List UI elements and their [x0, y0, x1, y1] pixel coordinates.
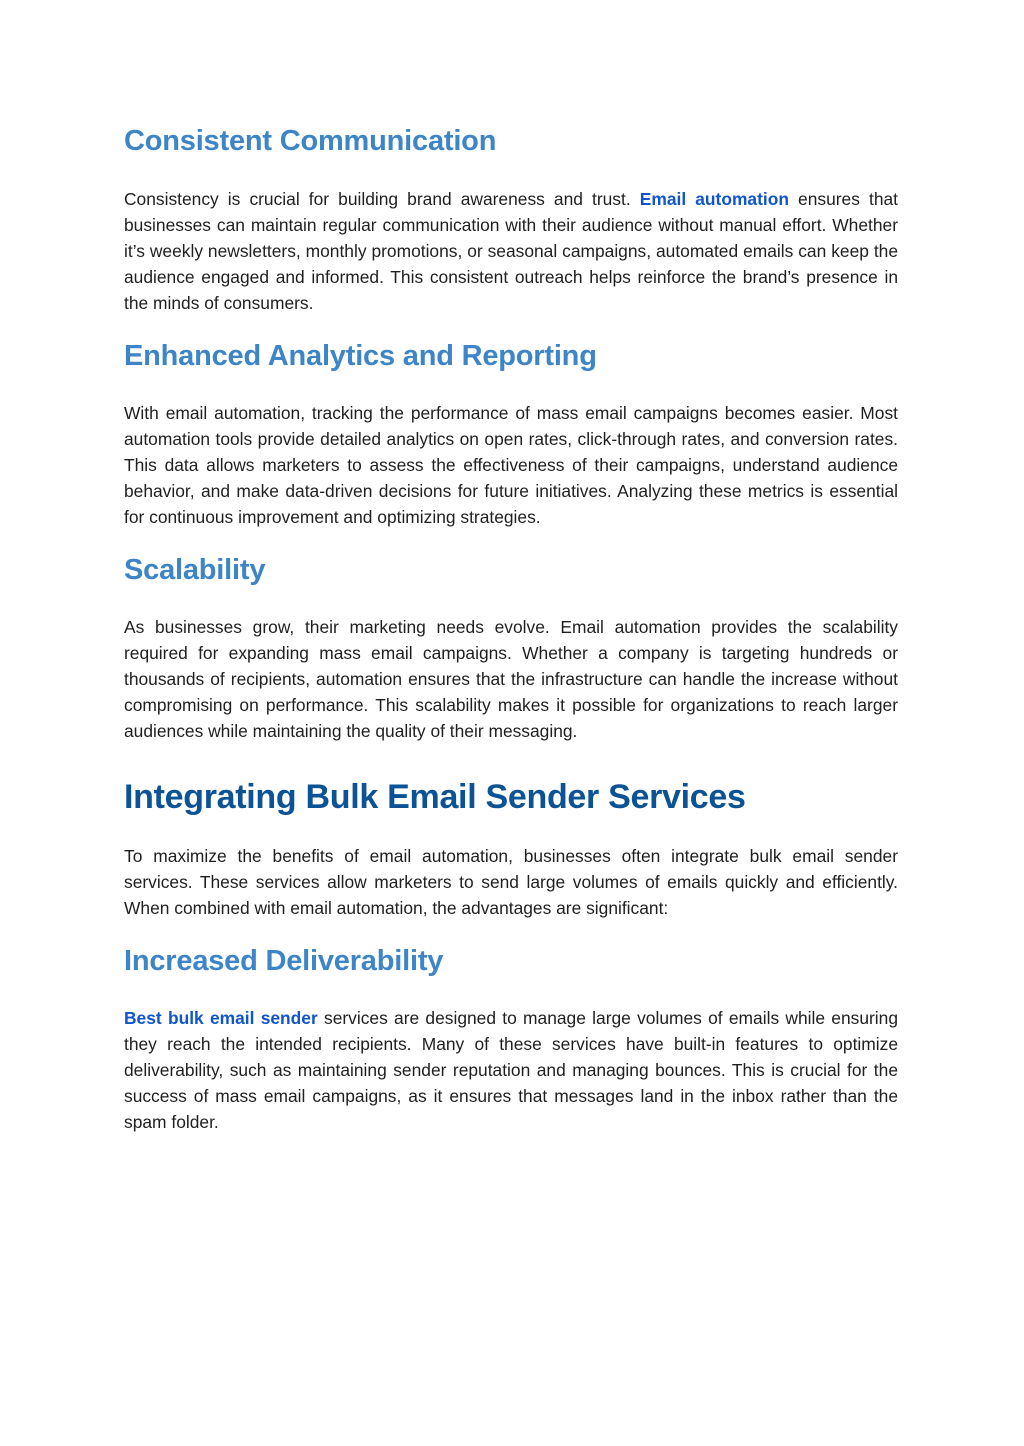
- section-consistent-communication: [124, 123, 898, 159]
- section-consistent-communication-body: [124, 186, 898, 316]
- section-integrating-bulk-email: [124, 776, 898, 818]
- paragraph: [124, 1005, 898, 1135]
- section-integrating-bulk-email-body: [124, 843, 898, 921]
- section-heading: Enhanced Analytics and Reporting: [124, 340, 597, 372]
- section-enhanced-analytics-body: [124, 400, 898, 530]
- paragraph: [124, 186, 898, 316]
- paragraph: As businesses grow, their marketing needs evolve. Email automation provides the scalability required for expanding mass email campaigns. Whether a company is targeting hundreds or thousands of recipients, automation ensures that the infrastructure can handle the increase without compromising on performance. This scalability makes it possible for organizations to reach larger audiences while maintaining the quality of their messaging.: [124, 617, 898, 741]
- paragraph-text: Consistency is crucial for building brand awareness and trust.: [124, 189, 640, 209]
- section-scalability: [124, 552, 898, 588]
- section-scalability-body: [124, 614, 898, 744]
- paragraph: To maximize the benefits of email automation, businesses often integrate bulk email sender services. These services allow marketers to send large volumes of emails quickly and efficiently. When combined with email automation, the advantages are significant:: [124, 846, 898, 918]
- section-enhanced-analytics: [124, 338, 898, 374]
- paragraph-text: services are designed to manage large volumes of emails while ensuring they reach the intended recipients. Many of these services have built-in features to optimize deliverability, such as maintaining sender reputation and managing bounces. This is crucial for the success of mass email campaigns, as it ensures that messages land in the inbox rather than the spam folder.: [124, 1008, 898, 1132]
- paragraph: With email automation, tracking the performance of mass email campaigns becomes easier. Most automation tools provide detailed analytics on open rates, click-through rates, and conversion rates. This data allows marketers to assess the effectiveness of their campaigns, understand audience behavior, and make data-driven decisions for future initiatives. Analyzing these metrics is essential for continuous improvement and optimizing strategies.: [124, 403, 898, 527]
- email-automation-link[interactable]: Email automation: [639, 189, 789, 209]
- section-increased-deliverability-body: [124, 1005, 898, 1135]
- best-bulk-email-sender-link[interactable]: Best bulk email sender: [124, 1008, 318, 1028]
- section-main-heading: Integrating Bulk Email Sender Services: [124, 778, 746, 816]
- section-heading: Consistent Communication: [124, 125, 497, 157]
- paragraph-text: ensures that businesses can maintain regular communication with their audience without manual effort. Whether it’s weekly newsletters, monthly promotions, or seasonal campaigns, automated emails can keep the audience engaged and informed. This consistent outreach helps reinforce the brand’s presence in the minds of consumers.: [124, 189, 899, 313]
- section-heading: Scalability: [124, 554, 266, 586]
- section-heading: Increased Deliverability: [124, 945, 444, 977]
- section-increased-deliverability: [124, 943, 898, 979]
